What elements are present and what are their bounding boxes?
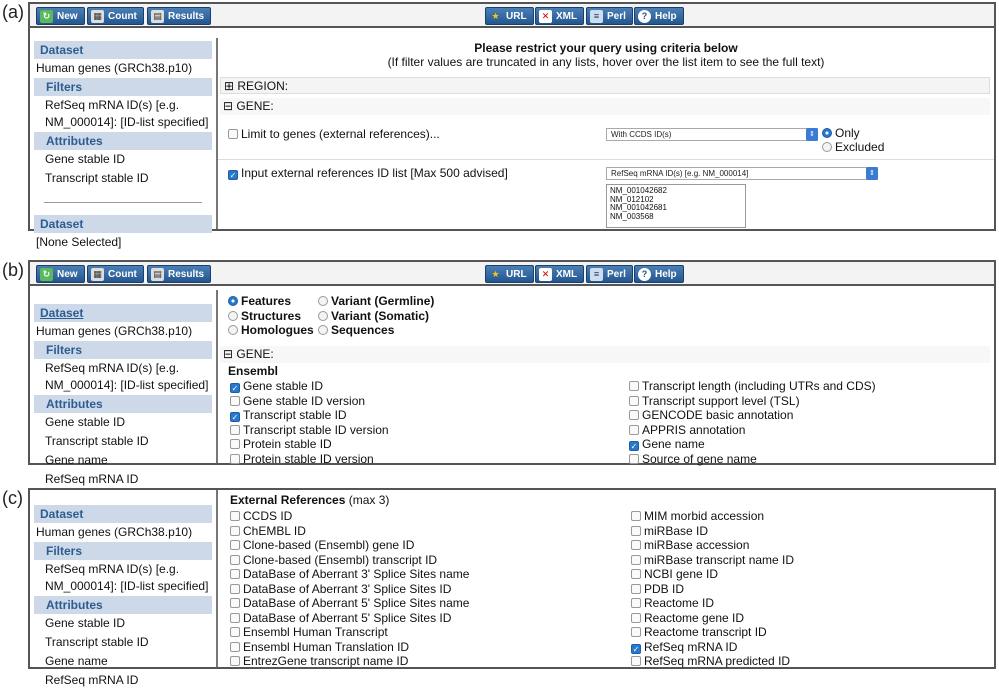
variant-germline-label: Variant (Germline): [331, 294, 435, 308]
dataset2-name[interactable]: [None Selected]: [36, 235, 122, 249]
excluded-radio[interactable]: [822, 140, 884, 154]
input-list-option[interactable]: [228, 166, 508, 181]
xml-button[interactable]: [535, 265, 584, 283]
attribute-checkbox[interactable]: [631, 656, 641, 666]
filter-item-1[interactable]: RefSeq mRNA ID(s) [e.g.: [45, 361, 180, 375]
id-type-select-value: RefSeq mRNA ID(s) [e.g. NM_000014]: [611, 169, 749, 178]
attribute-checkbox[interactable]: [631, 627, 641, 637]
attribute-option[interactable]: [631, 538, 991, 553]
filter-item-2[interactable]: NM_000014]: [ID-list specified]: [45, 378, 209, 392]
sidebar-divider: [44, 202, 202, 203]
attribute-checkbox[interactable]: [631, 613, 641, 623]
sequences-label: Sequences: [331, 323, 395, 337]
attribute-checkbox[interactable]: ✓: [632, 644, 640, 654]
attribute-checkbox[interactable]: [230, 555, 240, 565]
attribute-label: RefSeq mRNA predicted ID: [644, 654, 791, 668]
attribute-transcript-stable-id[interactable]: Transcript stable ID: [45, 434, 149, 448]
sequences-radio[interactable]: [318, 323, 434, 338]
attribute-option[interactable]: [230, 538, 610, 553]
attribute-option[interactable]: [230, 408, 610, 423]
attribute-option[interactable]: [629, 452, 989, 467]
attribute-option[interactable]: [230, 452, 610, 467]
input-list-checkbox[interactable]: ✓: [229, 171, 237, 180]
attribute-option[interactable]: [230, 553, 610, 568]
panel-c: [28, 488, 996, 687]
count-button[interactable]: [87, 7, 144, 25]
limit-select[interactable]: [606, 128, 818, 141]
dataset-heading[interactable]: Dataset: [34, 304, 212, 322]
features-radio[interactable]: [228, 294, 314, 309]
attribute-checkbox[interactable]: [230, 569, 240, 579]
attribute-option[interactable]: [631, 524, 991, 539]
limit-select-value: With CCDS ID(s): [611, 130, 672, 139]
filters-heading[interactable]: Filters: [34, 341, 212, 359]
region-section[interactable]: [220, 77, 990, 94]
help-icon: ?: [638, 268, 651, 281]
attribute-option[interactable]: [230, 596, 610, 611]
external-ref-list-left: [230, 509, 610, 669]
new-button[interactable]: [36, 265, 85, 283]
attribute-refseq-mrna-id[interactable]: RefSeq mRNA ID: [45, 673, 139, 687]
attributes-panel: [216, 490, 994, 667]
sidebar: [30, 304, 216, 486]
updown-icon: ⇕: [806, 128, 818, 141]
url-label: URL: [506, 268, 527, 280]
results-label: Results: [168, 10, 205, 22]
help-button[interactable]: [634, 265, 684, 283]
attribute-checkbox[interactable]: [230, 526, 240, 536]
attribute-checkbox[interactable]: [631, 584, 641, 594]
attribute-label: Source of gene name: [642, 451, 757, 466]
attribute-checkbox[interactable]: [230, 598, 240, 608]
attribute-label: CCDS ID: [243, 509, 293, 523]
attribute-option[interactable]: [631, 596, 991, 611]
dataset-name[interactable]: Human genes (GRCh38.p10): [36, 324, 193, 338]
attribute-checkbox[interactable]: [230, 454, 240, 464]
attribute-option[interactable]: [629, 379, 989, 394]
attribute-option[interactable]: [230, 423, 610, 438]
new-button[interactable]: [36, 7, 85, 25]
url-button[interactable]: [485, 265, 534, 283]
homologues-label: Homologues: [241, 323, 314, 337]
attribute-checkbox[interactable]: ✓: [231, 413, 239, 422]
attribute-checkbox[interactable]: [230, 511, 240, 521]
gene-label: GENE:: [236, 99, 274, 113]
attribute-label: GENCODE basic annotation: [642, 408, 794, 422]
attribute-checkbox[interactable]: [629, 454, 639, 464]
attribute-checkbox[interactable]: [631, 526, 641, 536]
attribute-label: miRBase accession: [644, 538, 750, 552]
attribute-gene-stable-id[interactable]: Gene stable ID: [45, 415, 126, 429]
id-list-textarea[interactable]: [606, 184, 746, 228]
attribute-transcript-stable-id[interactable]: Transcript stable ID: [45, 171, 149, 185]
variant-somatic-radio-dot[interactable]: [318, 311, 328, 321]
attribute-checkbox[interactable]: [230, 642, 240, 652]
refresh-icon: ↻: [40, 10, 53, 23]
panel-label-a: (a): [2, 2, 24, 22]
xml-button[interactable]: [535, 7, 584, 25]
dataset-name[interactable]: Human genes (GRCh38.p10): [36, 525, 193, 539]
attributes-heading[interactable]: Attributes: [34, 132, 212, 150]
attribute-option[interactable]: [631, 582, 991, 597]
variant-germline-radio[interactable]: [318, 294, 434, 309]
attribute-label: Protein stable ID: [243, 437, 332, 451]
attribute-option[interactable]: [230, 567, 610, 582]
gene-section[interactable]: [220, 346, 990, 363]
perl-label: Perl: [607, 10, 626, 22]
help-label: Help: [655, 10, 677, 22]
attribute-option[interactable]: [230, 379, 610, 394]
attribute-checkbox[interactable]: [230, 540, 240, 550]
attribute-checkbox[interactable]: [631, 569, 641, 579]
calculator-icon: ▦: [91, 268, 104, 281]
attribute-option[interactable]: [230, 625, 610, 640]
attribute-option[interactable]: [230, 394, 610, 409]
expand-icon: ⊞: [224, 79, 238, 93]
attribute-checkbox[interactable]: [631, 511, 641, 521]
help-label: Help: [655, 268, 677, 280]
variant-somatic-radio[interactable]: [318, 309, 434, 324]
features-label: Features: [241, 294, 292, 308]
attribute-label: Transcript length (including UTRs and CDS): [642, 379, 876, 393]
filters-panel: [216, 38, 994, 229]
filter-item-1[interactable]: RefSeq mRNA ID(s) [e.g.: [45, 562, 180, 576]
table-icon: ▤: [151, 10, 164, 23]
page-type-radios: [228, 294, 314, 338]
toolbar: [30, 4, 994, 28]
attribute-checkbox[interactable]: [230, 613, 240, 623]
document-icon: ≡: [590, 10, 603, 23]
only-radio[interactable]: [822, 126, 860, 140]
structures-radio[interactable]: [228, 309, 314, 324]
attribute-gene-stable-id[interactable]: Gene stable ID: [45, 616, 126, 630]
attribute-label: Clone-based (Ensembl) transcript ID: [243, 552, 438, 567]
calculator-icon: ▦: [91, 10, 104, 23]
limit-label: Limit to genes (external references)...: [241, 127, 440, 141]
attribute-label: Gene name: [642, 437, 705, 451]
attribute-label: Gene stable ID version: [243, 393, 366, 408]
sidebar: [30, 505, 216, 687]
id-line: NM_001042682: [610, 186, 667, 195]
url-button[interactable]: [485, 7, 534, 25]
attribute-option[interactable]: [629, 437, 989, 452]
results-button[interactable]: [147, 265, 211, 283]
id-line: NM_001042681: [610, 203, 667, 212]
id-type-select[interactable]: [606, 167, 878, 180]
attribute-option[interactable]: [230, 654, 610, 669]
variant-somatic-label: Variant (Somatic): [331, 308, 430, 323]
results-button[interactable]: [147, 7, 211, 25]
attribute-checkbox[interactable]: [230, 439, 240, 449]
attribute-label: DataBase of Aberrant 5' Splice Sites name: [243, 596, 470, 610]
attribute-option[interactable]: [631, 611, 991, 626]
toolbar: [30, 262, 994, 286]
attribute-option[interactable]: [230, 437, 610, 452]
attribute-label: DataBase of Aberrant 5' Splice Sites ID: [243, 610, 452, 625]
dataset2-heading[interactable]: Dataset: [34, 215, 212, 233]
external-ref-list-right: [631, 509, 991, 669]
attribute-option[interactable]: [230, 640, 610, 655]
attribute-label: APPRIS annotation: [642, 422, 746, 437]
attribute-checkbox[interactable]: [230, 656, 240, 666]
attribute-checkbox[interactable]: [631, 555, 641, 565]
xml-label: XML: [556, 10, 578, 22]
ensembl-heading: Ensembl: [228, 364, 279, 378]
attribute-label: Transcript support level (TSL): [642, 393, 800, 408]
help-icon: ?: [638, 10, 651, 23]
star-icon: ★: [491, 10, 500, 21]
attribute-option[interactable]: [631, 654, 991, 669]
new-label: New: [57, 10, 78, 22]
attribute-option[interactable]: [631, 640, 991, 655]
perl-label: Perl: [607, 268, 626, 280]
collapse-icon: ⊟: [223, 347, 237, 361]
dataset-heading[interactable]: Dataset: [34, 505, 212, 523]
region-label: REGION:: [237, 79, 289, 93]
restrict-subheading: (If filter values are truncated in any lists, hover over the list item to see the full text): [387, 55, 825, 69]
only-radio-dot[interactable]: [822, 128, 832, 138]
new-label: New: [57, 268, 78, 280]
xml-label: XML: [556, 268, 578, 280]
attribute-label: DataBase of Aberrant 3' Splice Sites ID: [243, 581, 452, 596]
panel-label-c: (c): [2, 488, 23, 508]
filter-item-1[interactable]: RefSeq mRNA ID(s) [e.g.: [45, 98, 180, 112]
attribute-option[interactable]: [230, 524, 610, 539]
filter-item-2[interactable]: NM_000014]: [ID-list specified]: [45, 579, 209, 593]
attribute-label: DataBase of Aberrant 3' Splice Sites name: [243, 567, 470, 581]
attribute-label: Reactome transcript ID: [644, 625, 767, 639]
attribute-option[interactable]: [629, 394, 989, 409]
excluded-label: Excluded: [835, 140, 885, 154]
attribute-label: Gene stable ID: [243, 379, 324, 393]
attribute-label: NCBI gene ID: [644, 567, 719, 581]
external-references-heading: [230, 493, 389, 507]
page-type-radios-2: [318, 294, 434, 338]
attribute-checkbox[interactable]: [230, 396, 240, 406]
attribute-label: miRBase ID: [644, 523, 709, 538]
attribute-option[interactable]: [629, 408, 989, 423]
attribute-checkbox[interactable]: [230, 584, 240, 594]
only-label: Only: [835, 126, 860, 140]
features-radio-dot[interactable]: [228, 296, 238, 306]
collapse-icon: ⊟: [223, 99, 237, 113]
attribute-option[interactable]: [631, 625, 991, 640]
results-label: Results: [168, 268, 205, 280]
external-references-title: External References: [230, 493, 346, 507]
attribute-label: PDB ID: [644, 581, 685, 596]
limit-checkbox[interactable]: [228, 129, 238, 139]
attribute-option[interactable]: [631, 509, 991, 524]
xml-file-icon: ✕: [539, 268, 552, 281]
perl-button[interactable]: [586, 7, 633, 25]
xml-file-icon: ✕: [539, 10, 552, 23]
attribute-label: Transcript stable ID: [243, 408, 347, 422]
structures-radio-dot[interactable]: [228, 311, 238, 321]
filters-heading[interactable]: Filters: [34, 78, 212, 96]
ensembl-attr-list-left: [230, 379, 610, 466]
attribute-label: Reactome ID: [644, 596, 715, 610]
limit-option[interactable]: [228, 127, 440, 142]
attribute-label: Ensembl Human Transcript: [243, 625, 388, 639]
star-icon: ★: [491, 268, 500, 279]
updown-icon: ⇕: [866, 167, 878, 180]
attribute-checkbox[interactable]: [230, 425, 240, 435]
attribute-option[interactable]: [230, 509, 610, 524]
attribute-gene-name[interactable]: Gene name: [45, 453, 108, 467]
sequences-radio-dot[interactable]: [318, 325, 328, 335]
attribute-checkbox[interactable]: [629, 425, 639, 435]
attribute-option[interactable]: [629, 423, 989, 438]
url-label: URL: [506, 10, 527, 22]
count-label: Count: [108, 268, 137, 280]
attribute-label: RefSeq mRNA ID: [644, 639, 738, 654]
attribute-checkbox[interactable]: [230, 627, 240, 637]
attribute-option[interactable]: [631, 553, 991, 568]
attribute-checkbox[interactable]: [629, 381, 639, 391]
homologues-radio-dot[interactable]: [228, 325, 238, 335]
attribute-checkbox[interactable]: [631, 540, 641, 550]
attribute-label: Ensembl Human Translation ID: [243, 639, 410, 654]
perl-button[interactable]: [586, 265, 633, 283]
excluded-radio-dot[interactable]: [822, 142, 832, 152]
attribute-checkbox[interactable]: [629, 410, 639, 420]
max-note: (max 3): [348, 493, 390, 507]
sidebar: [30, 41, 216, 249]
restrict-heading: Please restrict your query using criteria below: [474, 41, 738, 55]
attribute-gene-stable-id[interactable]: Gene stable ID: [45, 152, 126, 166]
homologues-radio[interactable]: [228, 323, 314, 338]
attribute-label: Transcript stable ID version: [243, 422, 389, 437]
count-button[interactable]: [87, 265, 144, 283]
id-line: NM_012102: [610, 194, 654, 204]
id-line: NM_003568: [610, 211, 654, 221]
attribute-refseq-mrna-id[interactable]: RefSeq mRNA ID: [45, 472, 139, 486]
attributes-heading[interactable]: Attributes: [34, 395, 212, 413]
attribute-gene-name[interactable]: Gene name: [45, 654, 108, 668]
attribute-label: MIM morbid accession: [644, 509, 765, 523]
attribute-label: Reactome gene ID: [644, 610, 745, 625]
attribute-option[interactable]: [230, 611, 610, 626]
attribute-label: EntrezGene transcript name ID: [243, 654, 409, 668]
panel-b: [28, 260, 996, 486]
filter-item-2[interactable]: NM_000014]: [ID-list specified]: [45, 115, 209, 129]
attribute-checkbox[interactable]: [629, 396, 639, 406]
attribute-option[interactable]: [631, 567, 991, 582]
panel-label-b: (b): [2, 260, 24, 280]
table-icon: ▤: [151, 268, 164, 281]
attribute-checkbox[interactable]: ✓: [231, 384, 239, 393]
ensembl-attr-list-right: [629, 379, 989, 466]
document-icon: ≡: [590, 268, 603, 281]
attribute-checkbox[interactable]: [631, 598, 641, 608]
dataset-name[interactable]: Human genes (GRCh38.p10): [36, 61, 193, 75]
attribute-option[interactable]: [230, 582, 610, 597]
attribute-label: ChEMBL ID: [243, 523, 306, 538]
attribute-label: Protein stable ID version: [243, 451, 374, 466]
gene-label: GENE:: [236, 347, 274, 361]
input-list-label: Input external references ID list [Max 500 advised]: [241, 166, 508, 180]
attributes-heading[interactable]: Attributes: [34, 596, 212, 614]
gene-section[interactable]: [220, 98, 990, 115]
count-label: Count: [108, 10, 137, 22]
structures-label: Structures: [241, 308, 302, 323]
variant-germline-radio-dot[interactable]: [318, 296, 328, 306]
help-button[interactable]: [634, 7, 684, 25]
attribute-label: Clone-based (Ensembl) gene ID: [243, 538, 415, 552]
refresh-icon: ↻: [40, 268, 53, 281]
attribute-transcript-stable-id[interactable]: Transcript stable ID: [45, 635, 149, 649]
dataset-heading[interactable]: Dataset: [34, 41, 212, 59]
panel-a: [28, 2, 996, 249]
attributes-panel: [216, 290, 994, 466]
attribute-checkbox[interactable]: ✓: [630, 442, 638, 451]
attribute-label: miRBase transcript name ID: [644, 552, 795, 567]
divider: [218, 159, 994, 160]
filters-heading[interactable]: Filters: [34, 542, 212, 560]
